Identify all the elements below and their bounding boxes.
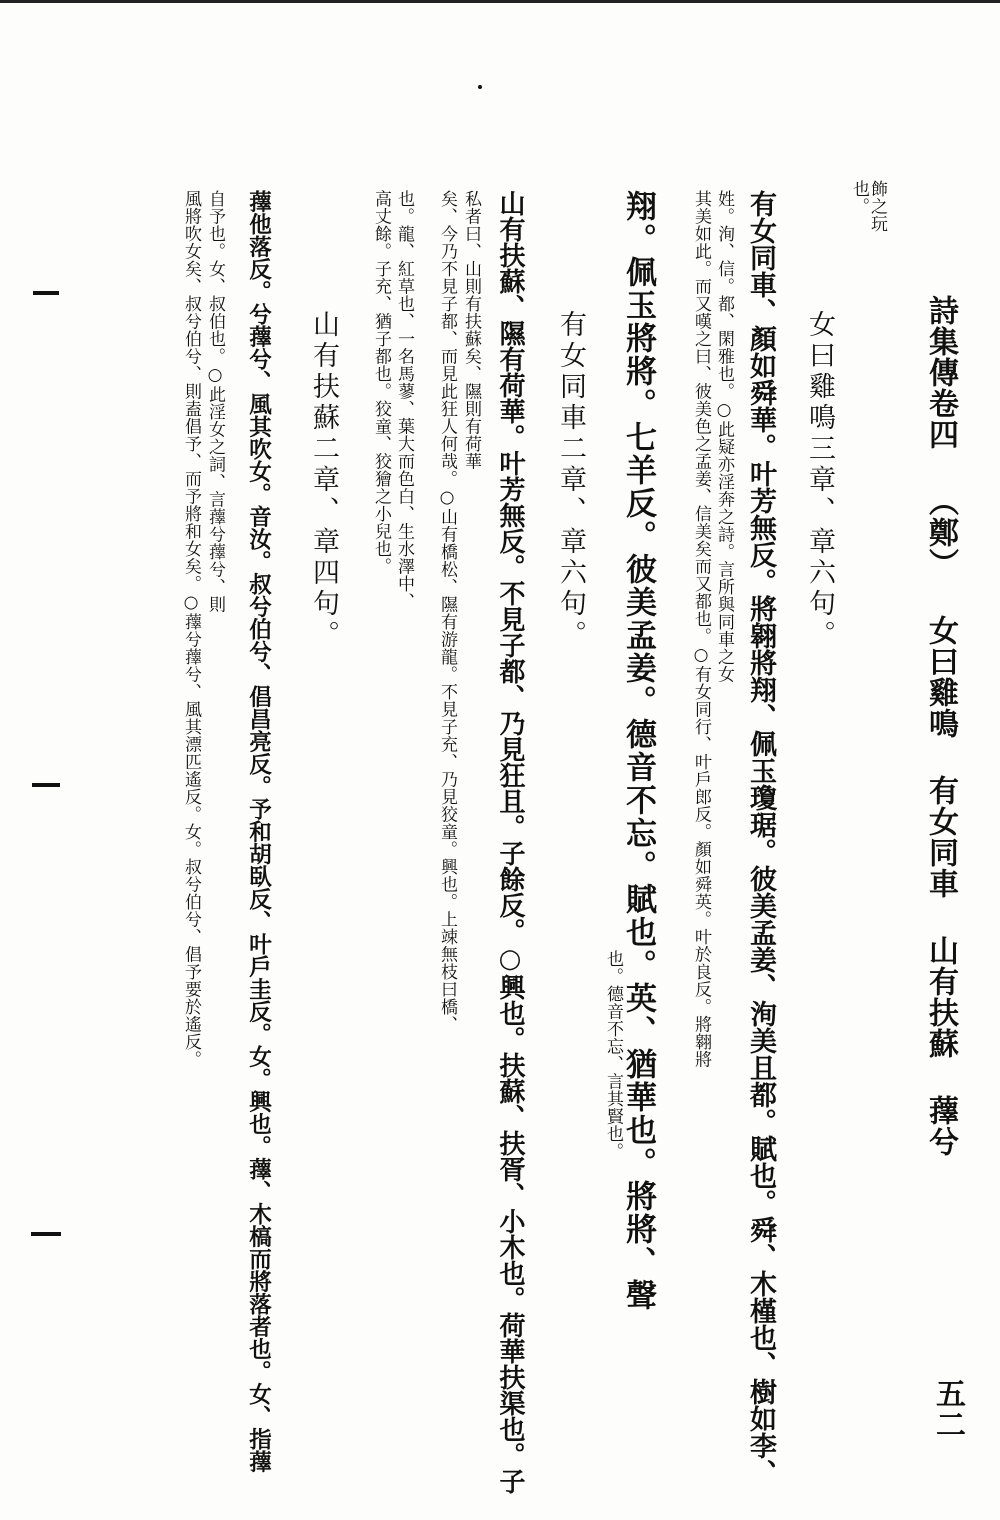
column-06: 其美如此。而又嘆之曰、彼美色之孟姜、信美矣而又都也。○有女同行、叶戶郎反。顏如舜英。叶於良反。將翱將: [691, 190, 711, 1068]
top-border-line: [0, 0, 1000, 3]
column-16: 蘀他落反。兮蘀兮、風其吹女。音汝。叔兮伯兮、倡昌亮反。予和胡臥反、叶戶圭反。女。興也。蘀、木槁而將落者也。女、指蘀: [245, 190, 272, 1473]
column-05: 姓。洵、信。都、閑雅也。○此疑亦淫奔之詩。言所與同車之女: [714, 190, 734, 683]
chapter-note-3: 山有扶蘇二章、章四句。: [308, 310, 339, 651]
column-07: 翔。佩玉將將。七羊反。彼美孟姜。德音不忘。賦也。英、猶華也。將將、聲: [620, 190, 656, 1312]
column-12: 矣、今乃不見子都、而見此狂人何哉。○山有橋松、隰有游龍。不見子充、乃見狡童。興也。上竦無枝曰橋、: [437, 190, 457, 1033]
chapter-note-2: 有女同車二章、章六句。: [555, 310, 586, 651]
speck-mark: [478, 85, 482, 89]
margin-mark: [33, 291, 59, 295]
column-18: 風將吹女矣、叔兮伯兮、則盍倡予、而予將和女矣。○蘀兮蘀兮、風其漂匹遙反。女。叔兮伯兮、倡予要於遙反。: [181, 190, 201, 1068]
column-08: 也。德音不忘、言其賢也。: [603, 950, 623, 1160]
column-04: 有女同車、顏如舜華。叶芳無反。將翱將翔、佩玉瓊琚。彼美孟姜、洵美且都。賦也。舜、木槿也、樹如李、: [745, 190, 776, 1486]
column-10: 山有扶蘇、隰有荷華。叶芳無反。不見子都、乃見狂且。子餘反。○興也。扶蘇、扶胥、小木也。荷華扶渠也。子: [495, 190, 525, 1494]
column-02: 也。: [849, 180, 869, 215]
column-13: 也。龍、紅草也、一名馬蓼、葉大而色白、生水澤中、: [394, 190, 414, 610]
column-14: 高丈餘。子充、猶子都也。狡童、狡獪之小兒也。: [371, 190, 391, 575]
column-17: 自予也。女、叔伯也。○此淫女之詞、言蘀兮蘀兮、則: [205, 190, 225, 613]
chapter-note-1: 女曰雞鳴三章、章六句。: [804, 310, 835, 651]
margin-mark: [31, 1232, 61, 1236]
column-11: 私者曰、山則有扶蘇矣、隰則有荷華: [461, 190, 481, 470]
page-number: 五二: [930, 1378, 965, 1440]
running-head: 詩集傳卷四 （鄭） 女曰雞鳴 有女同車 山有扶蘇 蘀兮: [923, 295, 958, 1157]
column-01: 飾之玩: [867, 180, 887, 233]
margin-mark: [32, 783, 60, 787]
